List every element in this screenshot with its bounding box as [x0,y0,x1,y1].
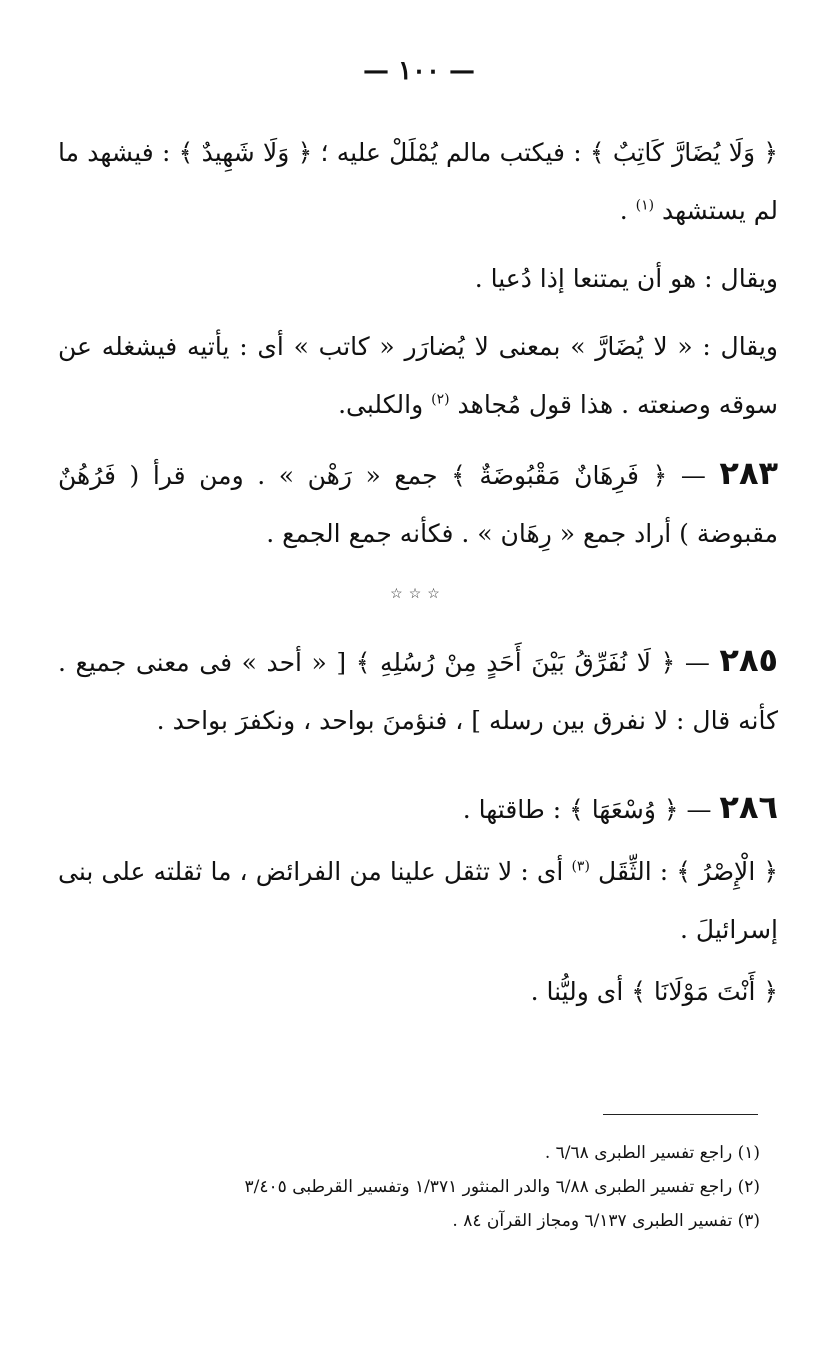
main-text [58,124,778,1031]
footnote-ref-2: (٢) [431,391,450,408]
paragraph-isr: ﴿ الْإِصْرُ ﴾ : الثِّقَل $^{(٣)}$ أى : لا تثقل علينا من الفرائض ، ما ثقلته على بنى إسرائيلَ . [58,857,778,944]
verse-283: ٢٨٣ — ﴿ فَرِهَانٌ مَقْبُوضَةٌ ﴾ جمع « رَهْن » . ومن قرأ ( فَرُهُنٌ مقبوضة ) أراد جمع « رِهَان » . فكأنه جمع الجمع . [58,454,778,548]
footnote-ref-3: (٣) [571,858,590,875]
verse-number: ٢٨٣ [719,454,778,492]
footnote-ref-1: (١) [635,197,655,214]
verse-286: ٢٨٦ — ﴿ وُسْعَهَا ﴾ : طاقتها . [462,788,778,826]
verse-number: ٢٨٦ [719,788,778,826]
paragraph-2: ويقال : هو أن يمتنعا إذا دُعيا . [474,264,778,293]
spacer [58,760,778,778]
page-number: — ١٠٠ — [362,56,476,86]
footnote-2: (٢) راجع تفسير الطبرى ٦/٨٨ والدر المنثور ١/٣٧١ وتفسير القرطبى ٣/٤٠٥ [244,1177,760,1197]
footnote-1: (١) راجع تفسير الطبرى ٦/٦٨ . [544,1143,760,1163]
paragraph-mawlana: ﴿ أَنْتَ مَوْلَانَا ﴾ أى وليُّنا . [530,977,778,1006]
paragraph-1: ﴿ وَلَا يُضَارَّ كَاتِبٌ ﴾ : فيكتب مالم يُمْلَلْ عليه ؛ ﴿ وَلَا شَهِيدٌ ﴾ : فيشهد ما لم يستشهد $^{(١)}$ . [58,138,778,225]
verse-number: ٢٨٥ [719,641,778,679]
verse-285: ٢٨٥ — ﴿ لَا نُفَرِّقُ بَيْنَ أَحَدٍ مِنْ رُسُلِهِ ﴾ [ « أحد » فى معنى جميع . كأنه قال : لا نفرق بين رسله ] ، فنؤمنَ بواحد ، ونكفرَ بواحد . [58,641,778,735]
section-separator: ☆☆☆ [390,586,446,602]
footnote-divider [603,1114,758,1115]
footnotes [120,1136,760,1238]
paragraph-3: ويقال : « لا يُضَارَّ » بمعنى لا يُضارَر « كاتب » أى : يأتيه فيشغله عن سوقه وصنعته . هذا قول مُجاهد $^{(٢)}$ والكلبى. [58,332,778,419]
footnote-3: (٣) تفسير الطبرى ٦/١٣٧ ومجاز القرآن ٨٤ . [452,1211,760,1231]
